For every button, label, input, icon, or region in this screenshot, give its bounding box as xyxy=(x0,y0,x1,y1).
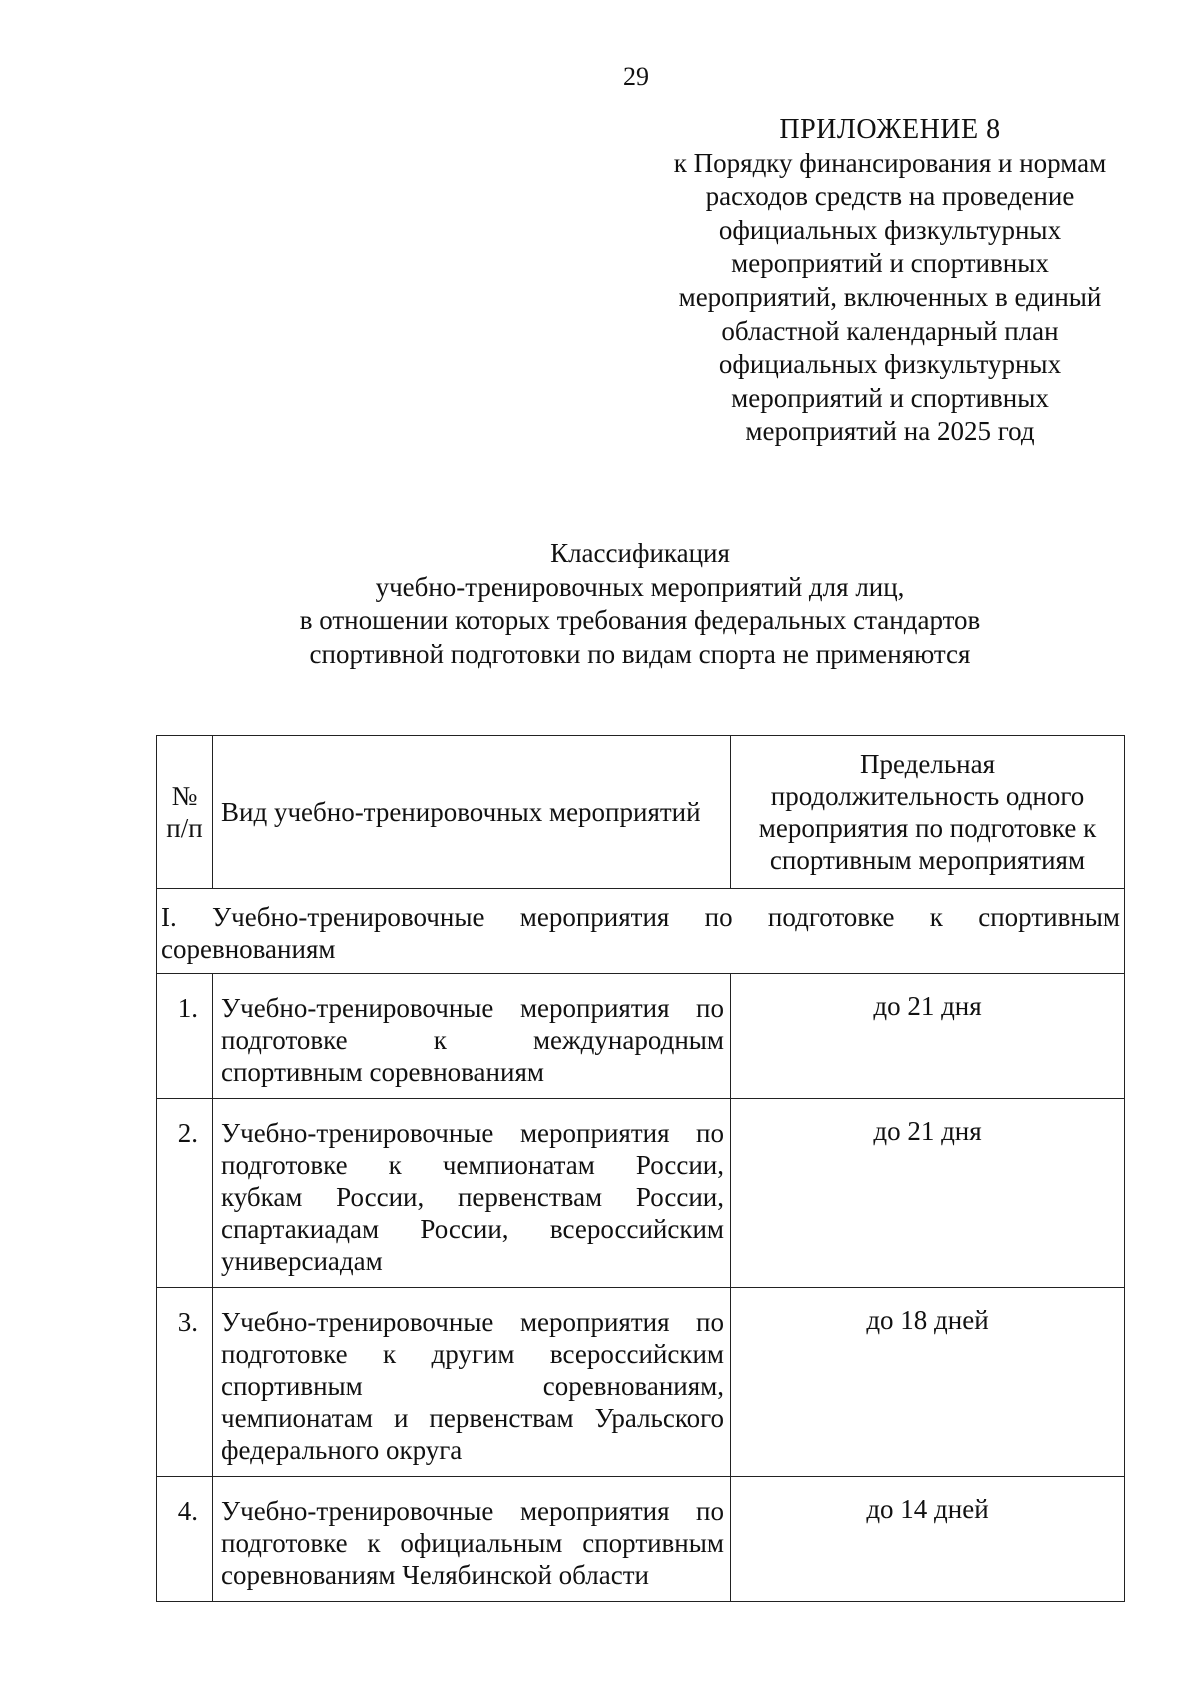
classification-line: в отношении которых требования федеральных стандартов xyxy=(299,605,981,635)
classification-table xyxy=(156,735,1125,1602)
row-duration: до 14 дней xyxy=(731,1477,1125,1602)
header-duration-line: мероприятия по подготовке к xyxy=(758,813,1097,843)
table-header-row xyxy=(157,736,1125,889)
row-event-type-line: кубкам России, первенствам России, xyxy=(221,1182,724,1212)
row-event-type-line: спортивным соревнованиям, xyxy=(221,1371,724,1401)
row-event-type-line: спортивным соревнованиям xyxy=(221,1057,544,1087)
row-event-type xyxy=(213,1099,731,1288)
row-number: 2. xyxy=(157,1099,213,1288)
row-event-type-line: подготовке к другим всероссийским xyxy=(221,1339,724,1369)
section-row xyxy=(157,889,1125,974)
appendix-line: мероприятий и спортивных xyxy=(731,382,1049,413)
header-number-abbr: п/п xyxy=(166,813,203,843)
appendix-line: к Порядку финансирования и нормам xyxy=(673,147,1107,178)
row-duration: до 21 дня xyxy=(731,974,1125,1099)
appendix-line: мероприятий на 2025 год xyxy=(745,416,1035,447)
classification-title xyxy=(200,537,1080,671)
header-number xyxy=(157,736,213,889)
classification-line: учебно-тренировочных мероприятий для лиц, xyxy=(375,571,905,602)
header-type: Вид учебно-тренировочных мероприятий xyxy=(213,736,731,889)
row-event-type xyxy=(213,974,731,1099)
appendix-title: ПРИЛОЖЕНИЕ 8 xyxy=(779,114,1001,145)
appendix-line: мероприятий, включенных в единый xyxy=(678,281,1102,312)
table-row xyxy=(157,974,1125,1099)
appendix-line: официальных физкультурных xyxy=(718,214,1062,245)
row-event-type-line: подготовке к чемпионатам России, xyxy=(221,1150,724,1180)
table-row xyxy=(157,1477,1125,1602)
row-number: 4. xyxy=(157,1477,213,1602)
row-event-type xyxy=(213,1288,731,1477)
row-event-type-line: спартакиадам России, всероссийским xyxy=(221,1214,724,1244)
section-heading-line: соревнованиям xyxy=(161,934,336,964)
row-event-type-line: соревнованиям Челябинской области xyxy=(221,1560,649,1590)
row-event-type-line: подготовке к официальным спортивным xyxy=(221,1528,724,1558)
row-event-type-line: Учебно-тренировочные мероприятия по xyxy=(221,1118,724,1148)
header-duration xyxy=(731,736,1125,889)
section-heading-line: I. Учебно-тренировочные мероприятия по подготовке к спортивным xyxy=(161,902,1120,932)
row-event-type-line: Учебно-тренировочные мероприятия по xyxy=(221,993,724,1023)
row-event-type-line: универсиадам xyxy=(221,1246,383,1276)
row-event-type xyxy=(213,1477,731,1602)
appendix-line: мероприятий и спортивных xyxy=(731,248,1049,279)
table-row xyxy=(157,1288,1125,1477)
page-number: 29 xyxy=(623,62,649,91)
row-event-type-line: Учебно-тренировочные мероприятия по xyxy=(221,1496,724,1526)
row-duration: до 18 дней xyxy=(731,1288,1125,1477)
classification-line: спортивной подготовки по видам спорта не применяются xyxy=(309,638,971,669)
table-row xyxy=(157,1099,1125,1288)
appendix-header xyxy=(655,113,1125,449)
header-duration-line: спортивным мероприятиям xyxy=(769,845,1086,875)
row-number: 3. xyxy=(157,1288,213,1477)
appendix-line: официальных физкультурных xyxy=(718,349,1062,380)
section-heading xyxy=(157,889,1125,974)
header-duration-line: продолжительность одного xyxy=(770,781,1085,811)
row-duration: до 21 дня xyxy=(731,1099,1125,1288)
header-number-symbol: № xyxy=(171,781,198,811)
header-duration-line: Предельная xyxy=(860,749,995,779)
appendix-line: областной календарный план xyxy=(721,315,1059,346)
row-event-type-line: подготовке к международным xyxy=(221,1025,724,1055)
row-event-type-line: федерального округа xyxy=(221,1435,463,1465)
row-event-type-line: Учебно-тренировочные мероприятия по xyxy=(221,1307,724,1337)
classification-line: Классификация xyxy=(550,538,730,568)
row-number: 1. xyxy=(157,974,213,1099)
row-event-type-line: чемпионатам и первенствам Уральского xyxy=(221,1403,724,1433)
appendix-line: расходов средств на проведение xyxy=(705,181,1075,212)
